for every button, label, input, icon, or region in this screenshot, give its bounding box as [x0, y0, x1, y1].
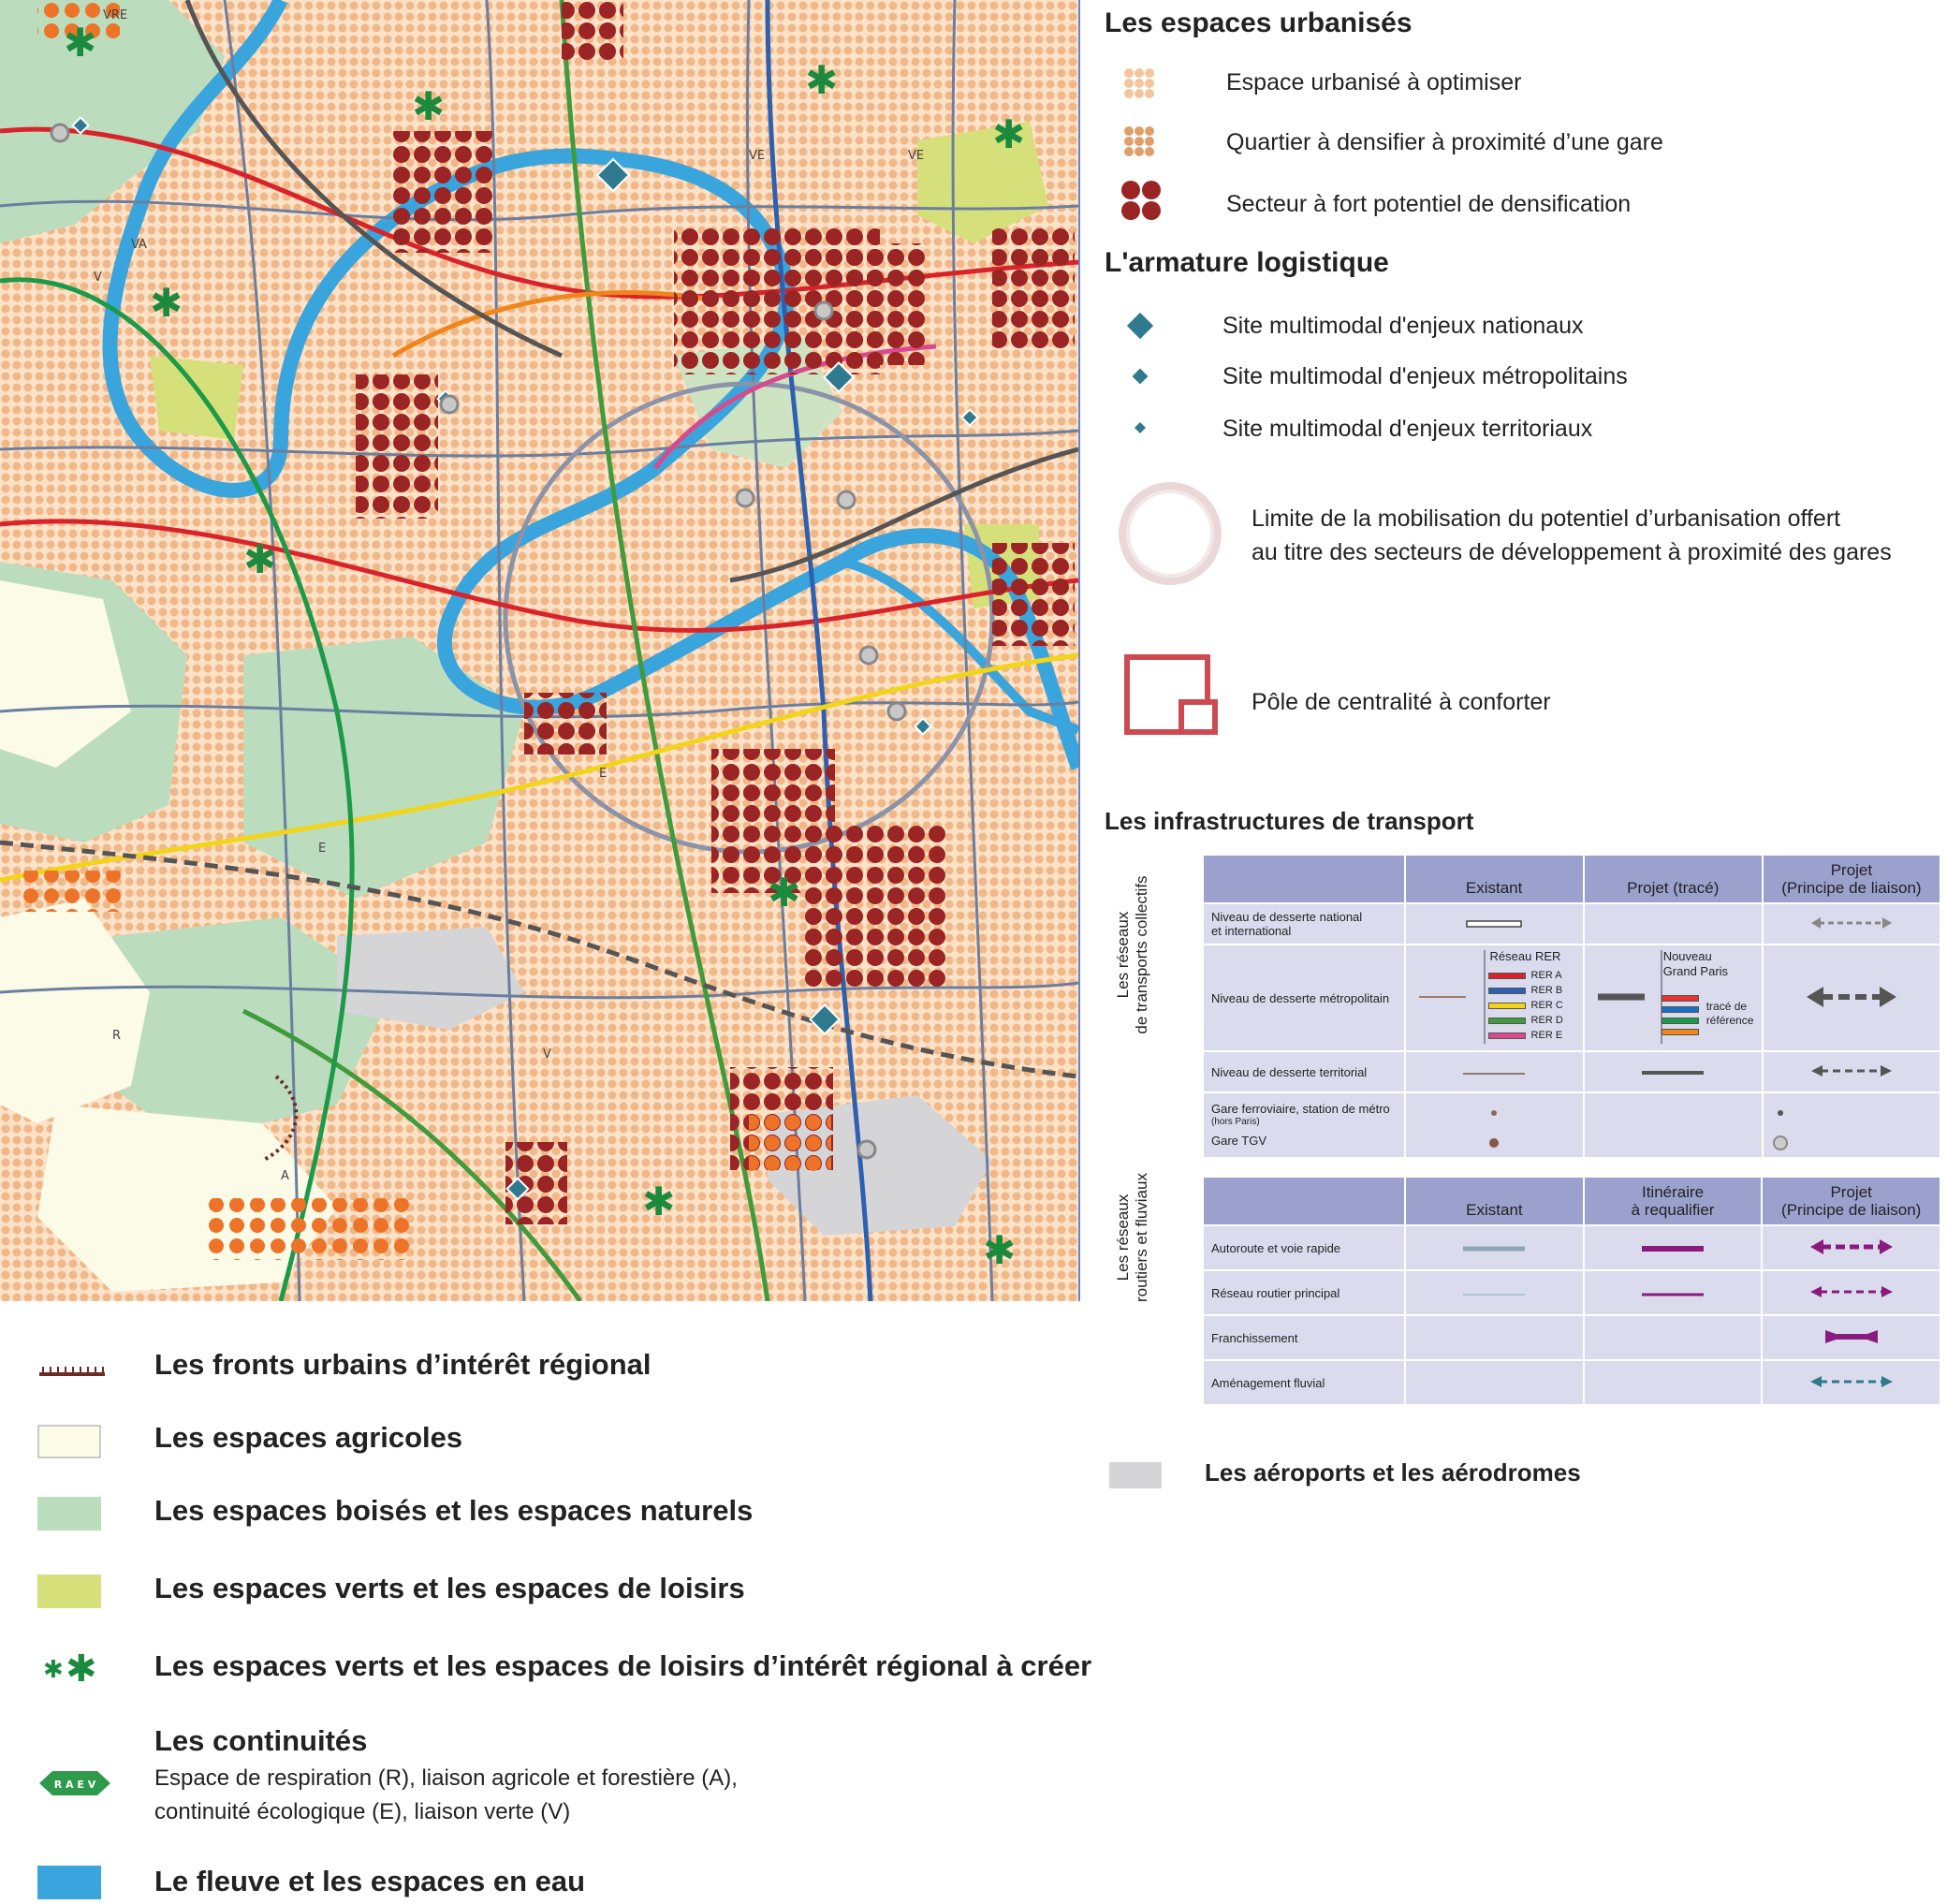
- gp-line-swatch: [1662, 995, 1699, 1002]
- col-header: Existant: [1406, 856, 1583, 902]
- dense-sector-symbol: [1120, 180, 1162, 221]
- rer-line-item: [1488, 968, 1563, 983]
- side-label-line: routiers et fluviaux: [1133, 1173, 1150, 1302]
- collective-side-label: [1114, 861, 1151, 1048]
- main-road-requalify-symbol: [1640, 1292, 1705, 1297]
- urban-densify-symbol: [1123, 125, 1155, 157]
- row-label-line: et international: [1211, 924, 1292, 938]
- national-site-icon: [1123, 309, 1157, 343]
- main-road-project-symbol: [1808, 1285, 1895, 1298]
- col-header: [1764, 856, 1940, 902]
- svg-text:✱: ✱: [64, 20, 97, 66]
- station-existing-symbols: [1485, 1096, 1503, 1152]
- river-label: Le fleuve et les espaces en eau: [154, 1865, 586, 1897]
- svg-text:✱: ✱: [150, 280, 183, 326]
- territorial-site-icon: [1133, 420, 1148, 435]
- map-label: A: [281, 1169, 289, 1183]
- rer-line-label: RER A: [1530, 970, 1562, 981]
- agricultural-label: Les espaces agricoles: [154, 1421, 463, 1454]
- legend-logistics-item: Site multimodal d'enjeux métropolitains: [1222, 363, 1628, 389]
- gp-ref-line: tracé de: [1705, 1000, 1748, 1013]
- col-header: [1763, 1178, 1940, 1224]
- rer-line-swatch: [1488, 1033, 1526, 1039]
- rer-line-label: RER C: [1530, 1000, 1563, 1011]
- station-limit-line1: Limite de la mobilisation du potentiel d’urbanisation offert: [1252, 505, 1841, 532]
- territorial-existing-symbol: [1461, 1071, 1527, 1076]
- row-label-line: Gare ferroviaire, station de métro: [1211, 1102, 1390, 1116]
- agricultural-swatch: [37, 1425, 101, 1458]
- green-leisure-label: Les espaces verts et les espaces de loisirs: [154, 1572, 745, 1604]
- legend-logistics-item: Site multimodal d'enjeux territoriaux: [1222, 416, 1593, 442]
- rer-line-item: [1488, 1013, 1563, 1028]
- continuities-title: Les continuités: [154, 1724, 368, 1757]
- col-header: Existant: [1406, 1178, 1583, 1224]
- svg-text:✱: ✱: [642, 1179, 676, 1224]
- gp-title-line: Nouveau: [1662, 949, 1712, 963]
- transport-title: Les infrastructures de transport: [1105, 807, 1474, 835]
- station-limit-circle-icon: [1114, 477, 1226, 590]
- urban-front-symbol: [37, 1359, 107, 1380]
- road-transport-table: [1202, 1176, 1941, 1406]
- urban-optimize-symbol: [1123, 67, 1155, 99]
- col-header-line: Projet: [1830, 1183, 1872, 1201]
- territorial-project-symbol: [1640, 1069, 1705, 1076]
- territorial-principle-symbol: [1809, 1064, 1894, 1077]
- rer-line-swatch: [1488, 973, 1526, 979]
- road-side-label: [1114, 1144, 1151, 1331]
- row-label: Autoroute et voie rapide: [1204, 1226, 1404, 1269]
- legend-urban-item: Espace urbanisé à optimiser: [1226, 69, 1522, 95]
- col-header-line: à requalifier: [1631, 1201, 1715, 1219]
- legend-bottom: [0, 1311, 1105, 1904]
- airport-swatch: [1109, 1462, 1162, 1488]
- map-label: V: [543, 1047, 551, 1062]
- rer-line-label: RER B: [1530, 985, 1563, 996]
- collective-transport-table: [1202, 854, 1941, 1159]
- svg-text:✱: ✱: [66, 1648, 97, 1685]
- row-label-line: Niveau de desserte national: [1211, 910, 1363, 924]
- rer-line-swatch: [1488, 1003, 1526, 1009]
- row-label: [1204, 904, 1404, 944]
- river-swatch: [37, 1866, 101, 1899]
- map-label: R: [112, 1029, 122, 1043]
- gp-title: [1663, 949, 1728, 979]
- svg-text:✱: ✱: [243, 536, 277, 582]
- rer-title: Réseau RER: [1489, 949, 1561, 963]
- rer-line-item: [1488, 998, 1563, 1013]
- highway-requalify-symbol: [1640, 1245, 1705, 1252]
- row-label: [1204, 1093, 1404, 1157]
- river-project-symbol: [1808, 1375, 1895, 1388]
- gp-ref-line: référence: [1705, 1014, 1754, 1027]
- rer-list: [1488, 968, 1563, 1043]
- col-header-line: (Principe de liaison): [1781, 1201, 1922, 1219]
- continuities-line1: Espace de respiration (R), liaison agricole et forestière (A),: [154, 1765, 738, 1791]
- wooded-swatch: [37, 1497, 101, 1531]
- legend-urban-item: Quartier à densifier à proximité d’une gare: [1226, 129, 1663, 155]
- metropolitan-site-icon: [1129, 365, 1151, 388]
- continuity-arrow-icon: [37, 1769, 112, 1797]
- rer-line-label: RER D: [1530, 1015, 1563, 1026]
- map-label: VE: [908, 149, 925, 163]
- highway-existing-symbol: [1461, 1245, 1527, 1252]
- map-label: VRE: [103, 8, 128, 22]
- gp-list: [1662, 990, 1699, 1040]
- centrality-pole-label: Pôle de centralité à conforter: [1252, 689, 1551, 715]
- map-label: VE: [749, 149, 766, 163]
- side-label-line: Les réseaux: [1114, 911, 1132, 999]
- col-header-line: Itinéraire: [1641, 1183, 1705, 1201]
- highway-project-symbol: [1808, 1238, 1895, 1255]
- rer-line-swatch: [1488, 1018, 1526, 1024]
- row-label: Aménagement fluvial: [1204, 1361, 1404, 1404]
- gp-ref: [1706, 1000, 1754, 1028]
- wooded-label: Les espaces boisés et les espaces naturels: [154, 1494, 754, 1527]
- row-label-line: Gare TGV: [1211, 1134, 1267, 1148]
- col-header: Projet (tracé): [1585, 856, 1762, 902]
- gp-line-swatch: [1662, 1006, 1699, 1013]
- map-label: VA: [131, 238, 147, 252]
- map-panel[interactable]: [0, 0, 1080, 1301]
- green-regional-label: Les espaces verts et les espaces de loisirs d’intérêt régional à créer: [154, 1649, 1092, 1682]
- legend-right: [1105, 0, 1947, 1591]
- map-label: E: [599, 767, 608, 781]
- row-label-line: (hors Paris): [1211, 1117, 1260, 1127]
- legend-logistics-title: L'armature logistique: [1105, 247, 1389, 278]
- svg-text:✱: ✱: [43, 1656, 64, 1684]
- regional-green-icon: [37, 1648, 103, 1685]
- rer-line-label: RER E: [1530, 1030, 1563, 1041]
- continuities-line2: continuité écologique (E), liaison verte (V): [154, 1799, 571, 1824]
- leisure-area: [150, 356, 243, 440]
- col-header-line: (Principe de liaison): [1781, 879, 1922, 897]
- urban-fronts-label: Les fronts urbains d’intérêt régional: [154, 1348, 651, 1381]
- gp-title-line: Grand Paris: [1662, 964, 1729, 978]
- crossing-project-symbol: [1823, 1328, 1880, 1345]
- rer-line-item: [1488, 983, 1563, 998]
- legend-logistics-item: Site multimodal d'enjeux nationaux: [1222, 313, 1584, 339]
- gp-line-swatch: [1662, 1018, 1699, 1024]
- side-label-line: Les réseaux: [1114, 1194, 1132, 1282]
- row-label: Niveau de desserte métropolitain: [1204, 945, 1404, 1050]
- station-limit-line2: au titre des secteurs de développement à proximité des gares: [1252, 539, 1892, 565]
- svg-text:✱: ✱: [412, 83, 446, 129]
- map-label: V: [94, 271, 102, 285]
- side-label-line: de transports collectifs: [1133, 875, 1150, 1034]
- col-header: [1585, 1178, 1762, 1224]
- row-label: Niveau de desserte territorial: [1204, 1052, 1404, 1091]
- station-project-symbols: [1771, 1096, 1790, 1152]
- rer-line-item: [1488, 1028, 1563, 1043]
- svg-text:✱: ✱: [805, 57, 839, 103]
- row-label: Franchissement: [1204, 1316, 1404, 1359]
- continuity-badge-text: R A E V: [53, 1779, 96, 1791]
- row-label: Réseau routier principal: [1204, 1271, 1404, 1314]
- national-existing-symbol: [1466, 919, 1522, 929]
- map-canvas[interactable]: [0, 0, 1078, 1301]
- svg-text:✱: ✱: [983, 1227, 1017, 1273]
- green-leisure-swatch: [37, 1574, 101, 1608]
- svg-text:✱: ✱: [768, 870, 801, 915]
- legend-urban-item: Secteur à fort potentiel de densification: [1226, 191, 1632, 217]
- rer-line-swatch: [1488, 988, 1526, 994]
- svg-text:✱: ✱: [992, 111, 1026, 157]
- centrality-pole-icon: [1123, 653, 1226, 740]
- national-project-symbol: [1809, 916, 1894, 930]
- main-road-existing-symbol: [1461, 1292, 1527, 1297]
- map-label: E: [318, 842, 327, 856]
- gp-line-swatch: [1662, 1029, 1699, 1035]
- col-header-line: Projet: [1830, 861, 1873, 879]
- legend-urban-title: Les espaces urbanisés: [1105, 7, 1413, 38]
- airports-label: Les aéroports et les aérodromes: [1205, 1458, 1581, 1487]
- metropolitan-principle-symbol: [1805, 986, 1898, 1008]
